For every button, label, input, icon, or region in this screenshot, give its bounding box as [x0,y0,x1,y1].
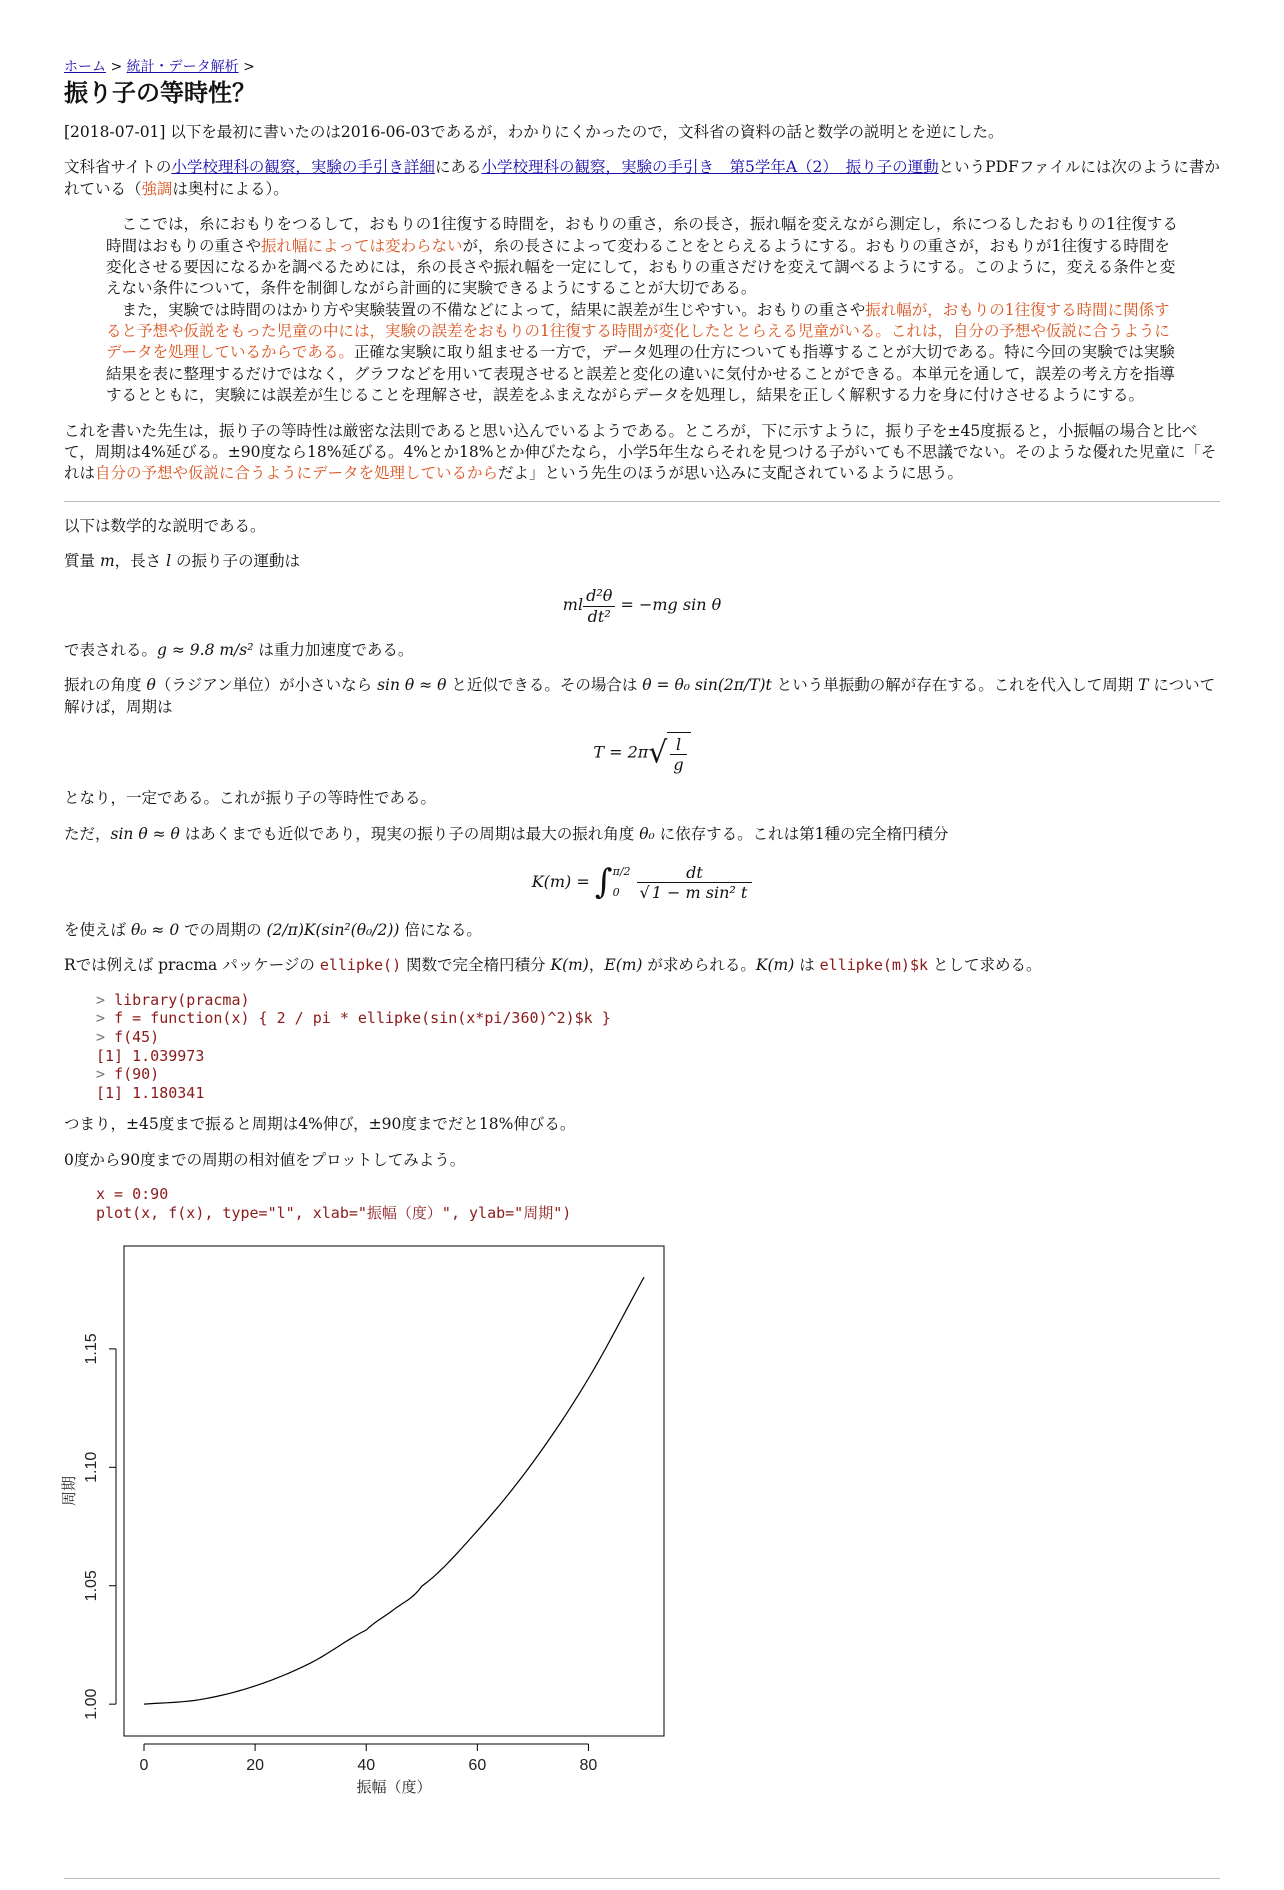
text: を使えば [64,921,131,940]
code-line: x = 0:90 [96,1185,169,1204]
text: （ラジアン単位）が小さいなら [155,676,378,695]
text: について解けば，周期は [64,676,1216,716]
text: また，実験では時間のはかり方や実験装置の不備などによって，結果に誤差が生じやすい。おもりの重さや [121,300,866,319]
math-paragraph [64,551,1220,572]
math-paragraph [64,824,1220,845]
lower-limit: 0 [612,885,620,899]
x-axis-label: 振幅（度） [356,1779,432,1797]
y-axis-label: 周期 [61,1476,78,1507]
radicand [667,732,690,774]
text: これを書いた先生は，振り子の等時性は厳密な法則であると思い込んでいるようである。ところが，下に示すように，振り子を±45度振ると，小振幅の場合と比べて，周期は4%延びる。±90度なら18%延びる。4%とか18%とか伸びたなら，小学5年生ならそれを見つける子がいても不思議でない。そのような優れた児童に「それは [64,421,1217,483]
math-paragraph [64,640,1220,661]
math-inline: g ≈ 9.8 m/s² [157,640,254,659]
breadcrumb [64,58,1220,77]
equation-elliptic [64,859,1220,906]
code-block-r-session [96,991,1220,1103]
integral-limits [613,862,631,904]
integral-icon: ∫ [594,862,613,903]
code-line [96,1065,159,1083]
emphasis: 振れ幅が，おもりの1往復する時間に関係すると予想や仮説をもった児童の中には，実験の誤差をおもりの1往復する時間が変化したととらえる児童がいる。これは，自分の予想や仮説に合うようにデータを処理しているからである。 [106,300,1170,362]
text: 関数で完全楕円積分 [401,956,551,975]
emphasis-note: 強調 [141,179,173,198]
sqrt-icon: √ [639,883,650,903]
text: 振れの角度 [64,676,147,695]
math-inline: sin θ ≈ θ [110,824,180,843]
plot-frame [124,1246,664,1736]
math-paragraph [64,920,1220,941]
math-inline: θ₀ ≈ 0 [130,921,180,940]
plot-intro-paragraph: 0度から90度までの周期の相対値をプロットしてみよう。 [64,1150,466,1169]
text: 文科省サイトの [64,158,172,177]
code-text: [1] 1.180341 [96,1083,205,1102]
code-line: plot(x, f(x), type="l", xlab="振幅（度）", ylab="周期") [96,1203,572,1222]
source-paragraph [64,157,1220,200]
text: ただ， [64,824,111,843]
denominator: dt² [587,606,611,626]
text: の振り子の運動は [171,552,300,571]
page [61,58,1220,1797]
code-line [96,1028,159,1046]
math-inline: E(m) [604,956,643,975]
radicand: 1 − m sin² t [651,883,748,903]
text: 倍になる。 [399,921,482,940]
text: は奥村による）。 [172,179,289,198]
code-line [96,1084,204,1102]
emphasis: 自分の予想や仮説に合うようにデータを処理しているから [95,464,499,483]
text: に依存する。これは第1種の完全楕円積分 [654,824,949,843]
fraction [583,586,615,625]
math-inline: sin θ ≈ θ [377,676,447,695]
numerator: d²θ [583,586,615,606]
page-title: 振り子の等時性？ [64,79,256,108]
sqrt-icon: √ [648,735,668,771]
equation-part: = −mg sin θ [620,595,722,615]
math-inline: K(m) [755,956,795,975]
equation-motion [64,586,1220,625]
y-tick-label: 1.00 [83,1688,100,1720]
quote-paragraph-2 [106,300,1178,407]
code-text: f = function(x) { 2 / pi * ellipke(sin(x*pi/360)^2)$k } [114,1009,611,1028]
mext-pdf-link[interactable]: 小学校理科の観察，実験の手引き 第5学年A（2） 振り子の運動 [481,158,939,177]
x-tick-label: 0 [139,1757,149,1775]
text: 質量 [64,552,100,571]
prompt: > [96,1027,115,1046]
math-inline: l [166,552,172,571]
text: にある [434,158,482,177]
text: は [794,956,820,975]
emphasis: 振れ幅によっては変わらない [261,236,463,255]
text: 正確な実験に取り組ませる一方で，データ処理の仕方についても指導することが大切である。特に今回の実験では実験結果を表に整理するだけではなく，グラフなどを用いて表現させると誤差と変化の違いに気付かせることができる。本単元を通して，誤差の考え方を指導するとともに，実験には誤差が生じることを理解させ，誤差をふまえながらデータを処理し，結果を正しく解釈する力を身に付けさせるようにする。 [106,343,1175,405]
math-paragraph: となり，一定である。これが振り子の等時性である。 [64,789,437,808]
result-paragraph: つまり，±45度まで振ると周期は4%伸び，±90度までだと18%伸びる。 [64,1115,576,1134]
math-intro: 以下は数学的な説明である。 [64,516,266,535]
upper-limit: π/2 [612,864,631,878]
divider [64,501,1220,502]
equation-part: T = 2π [593,742,649,762]
series-line [144,1277,644,1704]
inline-code: ellipke(m)$k [819,956,929,975]
text: だよ」という先生のほうが思い込みに支配されているように思う。 [498,464,964,483]
prompt: > [96,1009,115,1028]
text: ，長さ [114,552,167,571]
breadcrumb-separator: > [238,59,255,75]
text: と近似できる。その場合は [446,676,643,695]
text: というPDFファイルには次のように書かれている（ [64,158,1220,198]
x-tick-label: 60 [468,1757,487,1775]
intro-paragraph: [2018-07-01] 以下を最初に書いたのは2016-06-03であるが，わかりにくかったので，文科省の資料の話と数学の説明とを逆にした。 [64,123,1004,142]
text: が，糸の長さによって変わることをとらえるようにする。おもりの重さが，おもりが1往復する時間を変化させる要因になるかを調べるためには，糸の長さや振れ幅を一定にして，おもりの重さだけを変えて調べるようにする。このように，変える条件と変えない条件について，条件を制御しながら計画的に実験できるようにすることが大切である。 [106,236,1176,298]
equation-part: ml [562,595,584,615]
code-block-plot [96,1185,1220,1222]
quote-paragraph-1 [106,214,1178,300]
y-tick-label: 1.05 [83,1570,100,1602]
text: が求められる。 [642,956,756,975]
x-tick-label: 20 [246,1757,265,1775]
math-inline: m [99,552,115,571]
denominator: g [673,755,684,775]
text: ， [588,956,605,975]
divider [64,1878,1220,1879]
math-paragraph [64,675,1220,718]
chart-svg [61,1234,684,1797]
text: で表される。 [64,640,158,659]
text: での周期の [179,921,267,940]
denominator [637,883,753,902]
prompt: > [96,990,115,1009]
breadcrumb-separator: > [106,59,127,75]
text: は重力加速度である。 [253,640,414,659]
fraction [637,863,753,902]
y-tick-label: 1.15 [83,1333,100,1365]
text: という単振動の解が存在する。これを代入して周期 [771,676,1139,695]
inline-code: ellipke() [319,956,402,975]
code-text: f(45) [114,1027,160,1046]
blockquote [106,214,1178,406]
fraction [670,735,686,774]
numerator: dt [637,863,753,883]
x-tick-label: 80 [579,1757,598,1775]
math-inline: (2/π)K(sin²(θ₀/2)) [266,921,400,940]
math-inline: θ [146,676,156,695]
text: ここでは，糸におもりをつるして，おもりの1往復する時間を，おもりの重さ，糸の長さ，振れ幅を変えながら測定し，糸につるしたおもりの1往復する時間はおもりの重さや [106,215,1178,255]
critique-paragraph [64,421,1220,485]
code-text: f(90) [114,1065,160,1084]
code-line [96,991,250,1009]
period-chart [61,1234,684,1797]
code-line [96,1047,204,1065]
text: Rでは例えば pracma パッケージの [64,956,320,975]
math-inline: θ = θ₀ sin(2π/T)t [642,676,772,695]
breadcrumb-section-link[interactable]: 統計・データ解析 [126,59,239,75]
prompt: > [96,1065,115,1084]
numerator: l [670,735,686,755]
code-text: [1] 1.039973 [96,1046,205,1065]
mext-guide-detail-link[interactable]: 小学校理科の観察，実験の手引き詳細 [171,158,435,177]
code-line [96,1009,611,1027]
math-inline: θ₀ [639,824,655,843]
x-tick-label: 40 [357,1757,376,1775]
y-tick-label: 1.10 [83,1452,100,1484]
equation-part: K(m) = [531,872,595,892]
math-inline: K(m) [550,956,589,975]
math-inline: T [1138,676,1149,695]
text: として求める。 [928,956,1042,975]
breadcrumb-home-link[interactable]: ホーム [64,59,106,75]
text: はあくまでも近似であり，現実の振り子の周期は最大の振れ角度 [179,824,640,843]
code-text: library(pracma) [114,990,250,1009]
math-paragraph [64,955,1220,976]
equation-period [64,732,1220,774]
